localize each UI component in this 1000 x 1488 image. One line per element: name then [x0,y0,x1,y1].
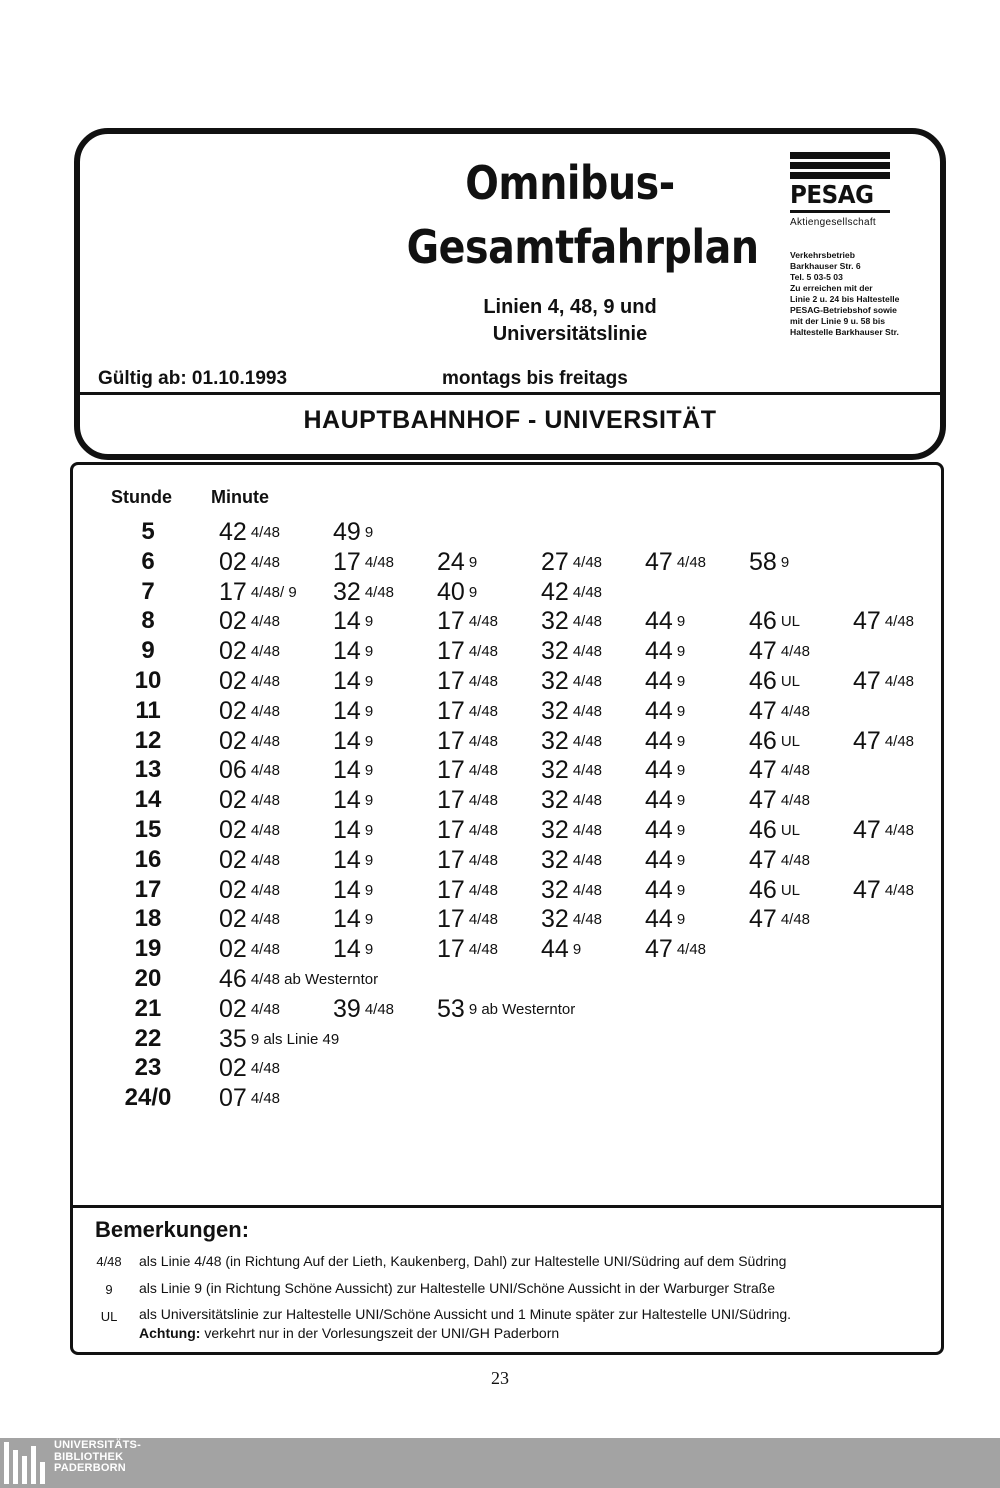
departure-line: 4/48 [572,911,603,929]
departure-minute: 14 [333,935,361,964]
departure-line: 4/48 [364,583,395,601]
departure-line: 4/48 [676,553,707,571]
departure-line: 4/48 [250,553,281,571]
note-key: UL [100,1309,118,1324]
departure-minute: 02 [219,637,247,666]
hour-cell: 9 [141,637,155,665]
title-line2: Gesamtfahrplan [406,220,759,274]
departure-minute: 02 [219,1054,247,1083]
departure-minute: 27 [541,547,569,576]
library-name-line: UNIVERSITÄTS- [54,1439,141,1451]
departure-line: 4/48 [572,792,603,810]
departure-minute: 47 [645,547,673,576]
departure-minute: 44 [645,756,673,785]
departure-line: UL [780,673,800,690]
departure-minute: 49 [333,518,361,546]
departure-minute: 17 [437,875,465,904]
departure-line: 9 [676,732,686,750]
hour-cell: 17 [134,875,162,903]
departure-line: 9 [676,613,686,631]
library-logo-icon [4,1442,48,1484]
library-name [54,1440,141,1475]
departure-minute: 44 [645,786,673,815]
table-row [73,547,943,577]
departure-line: 4/48 [780,762,811,780]
departure-line: 4/48 [250,792,281,810]
table-row [73,845,943,875]
departure-line: 4/48 [468,673,499,690]
departure-line: 4/48 [572,613,603,631]
departure-minute: 32 [541,637,569,666]
departure-line: 4/48 [780,911,811,929]
departure-line: 4/48 [468,822,499,839]
company-info-line: Haltestelle Barkhauser Str. [790,327,899,337]
departure-line: 9 ab Westerntor [468,1000,576,1018]
departure-minute: 02 [219,786,247,815]
departure-minute: 46 [749,816,777,844]
operating-days: montags bis freitags [442,368,628,389]
departure-minute: 14 [333,905,361,934]
departure-line: 9 [364,822,374,839]
departure-minute: 58 [749,547,777,576]
departure-line: 4/48 [780,851,811,869]
note-key: 4/48 [96,1254,122,1269]
hour-cell: 8 [141,607,155,635]
departure-line: 4/48 [468,613,499,631]
table-row [73,577,943,607]
departure-line: 4/48 [250,1060,281,1078]
hour-cell: 16 [134,845,162,873]
departure-minute: 44 [645,726,673,755]
note-text: als Linie 4/48 (in Richtung Auf der Lieth, Kaukenberg, Dahl) zur Haltestelle UNI/Südring auf dem Südring [139,1253,787,1269]
departure-minute: 14 [333,667,361,695]
departure-line: 4/48 [884,822,915,839]
departure-minute: 14 [333,786,361,815]
departure-minute: 46 [749,667,777,695]
departure-minute: 47 [749,756,777,785]
departure-minute: 47 [645,935,673,964]
departure-line: 4/48 [250,1090,281,1108]
departure-line: 4/48 [250,1000,281,1018]
departure-minute: 46 [749,726,777,755]
table-row [73,1053,943,1083]
departure-line: 9 [676,762,686,780]
departure-line: 4/48 [572,822,603,839]
departure-minute: 17 [437,816,465,844]
departure-minute: 32 [333,577,361,606]
departure-line: 9 [364,732,374,750]
hour-cell: 6 [141,547,155,575]
departure-minute: 17 [437,607,465,636]
departure-minute: 32 [541,816,569,844]
note-text: als Universitätslinie zur Haltestelle UNI/Schöne Aussicht und 1 Minute später zur Haltestelle UNI/Südring. [139,1306,792,1322]
departure-line: 9 [676,792,686,810]
departure-minute: 17 [437,667,465,695]
departure-minute: 47 [749,905,777,934]
departure-line: 9 [364,762,374,780]
departure-minute: 32 [541,845,569,874]
departure-line: 4/48 [572,583,603,601]
hour-cell: 24/0 [124,1084,172,1112]
note-key: 9 [105,1282,113,1297]
departure-minute: 14 [333,607,361,636]
departure-minute: 02 [219,994,247,1023]
departure-line: 4/48 [884,732,915,750]
departure-line: 4/48 [468,732,499,750]
table-row [73,755,943,785]
departure-line: 9 als Linie 49 [250,1030,340,1048]
table-row [73,904,943,934]
table-row [73,726,943,756]
departure-line: 9 [364,702,374,720]
departure-line: 4/48 [780,702,811,720]
departure-line: 4/48 [250,851,281,869]
hour-cell: 12 [134,726,162,754]
departure-minute: 44 [645,696,673,725]
departure-line: 4/48 [468,643,499,661]
departure-line: 4/48 [250,613,281,631]
departure-minute: 17 [437,935,465,964]
departure-line: 9 [364,673,374,690]
departure-line: 9 [364,643,374,661]
departure-minute: 06 [219,756,247,785]
departure-minute: 14 [333,816,361,844]
route-title: HAUPTBAHNHOF - UNIVERSITÄT [303,406,717,434]
departure-line: 4/48 [468,762,499,780]
departure-minute: 42 [219,518,247,546]
table-row [73,696,943,726]
departure-line: 9 [364,911,374,929]
departure-line: 4/48 [250,762,281,780]
departure-minute: 46 [749,607,777,636]
departure-minute: 02 [219,816,247,844]
departure-minute: 47 [853,726,881,755]
departure-line: 4/48 [468,792,499,810]
table-row [73,606,943,636]
notes-title: Bemerkungen: [95,1217,250,1242]
departure-minute: 17 [437,696,465,725]
departure-line: 4/48 [468,702,499,720]
departure-line: 4/48 [250,911,281,929]
departure-line: 4/48 [250,673,281,690]
table-row [73,785,943,815]
departure-minute: 40 [437,577,465,606]
departure-entry [219,1083,280,1117]
departure-minute: 44 [645,607,673,636]
column-header-minute: Minute [211,487,269,507]
company-info-line: Linie 2 u. 24 bis Haltestelle [790,294,900,304]
departure-line: 4/48 [572,851,603,869]
departure-line: 4/48 [676,941,707,959]
departure-minute: 17 [437,756,465,785]
departure-line: UL [780,732,800,750]
departure-line: 4/48 [250,881,281,899]
departure-minute: 44 [645,905,673,934]
departure-minute: 17 [437,637,465,666]
departure-minute: 39 [333,994,361,1023]
library-name-line: PADERBORN [54,1462,126,1474]
departure-minute: 17 [437,905,465,934]
departure-minute: 17 [437,845,465,874]
page-number: 23 [491,1368,509,1388]
hour-cell: 13 [134,756,162,784]
departure-line: 9 [676,643,686,661]
departure-line: UL [780,822,800,839]
departure-minute: 47 [853,607,881,636]
valid-from: Gültig ab: 01.10.1993 [98,368,288,389]
hour-cell: 10 [134,667,162,694]
departure-minute: 35 [219,1024,247,1053]
departure-minute: 32 [541,726,569,755]
departure-line: 4/48 [572,762,603,780]
departure-minute: 44 [645,816,673,844]
departure-line: 4/48/ 9 [250,583,297,601]
departure-minute: 02 [219,845,247,874]
departure-line: 4/48 [468,911,499,929]
departure-minute: 42 [541,577,569,606]
departure-minute: 32 [541,756,569,785]
company-info-line: PESAG-Betriebshof sowie [790,305,897,315]
departure-minute: 02 [219,875,247,904]
table-row [73,1083,943,1113]
table-row [73,666,943,696]
table-row [73,1024,943,1054]
departure-minute: 47 [749,786,777,815]
hour-cell: 19 [134,935,162,963]
departure-line: 4/48 [572,881,603,899]
hour-cell: 20 [134,965,162,992]
departure-line: 9 [468,553,478,571]
departure-line: 9 [364,524,374,541]
departure-line: 4/48 [884,881,915,899]
departure-minute: 02 [219,726,247,755]
hour-cell: 14 [134,786,162,814]
departure-line: 9 [676,881,686,899]
departure-line: 4/48 [468,941,499,959]
hour-cell: 21 [134,994,162,1022]
departure-minute: 44 [541,935,569,964]
departure-minute: 14 [333,845,361,874]
hour-cell: 18 [134,905,162,933]
departure-minute: 47 [749,696,777,725]
departure-line: 9 [676,673,686,690]
departure-line: 9 [364,881,374,899]
departure-line: 4/48 [250,702,281,720]
departure-minute: 17 [219,577,247,606]
departure-minute: 17 [333,547,361,576]
pesag-logo [790,152,890,228]
departure-minute: 32 [541,786,569,815]
departure-line: 4/48 [468,881,499,899]
table-row [73,875,943,905]
hour-cell: 23 [134,1054,162,1082]
departure-line: 4/48 [250,732,281,750]
hour-cell: 5 [141,518,155,545]
subtitle-line1: Linien 4, 48, 9 und [483,296,657,318]
departure-minute: 44 [645,667,673,695]
table-row [73,934,943,964]
departure-line: 4/48 [572,673,603,690]
company-info-line: Zu erreichen mit der [790,283,873,293]
departure-line: UL [780,613,800,631]
departure-minute: 32 [541,905,569,934]
departure-line: 4/48 [250,643,281,661]
company-info-line: Verkehrsbetrieb [790,250,855,260]
notes-divider [73,1205,941,1208]
departure-line: 4/48 [468,851,499,869]
hour-cell: 22 [134,1024,162,1052]
departure-line: 4/48 [572,643,603,661]
departure-line: 4/48 [780,643,811,661]
departure-minute: 02 [219,607,247,636]
departure-minute: 46 [219,965,247,993]
hour-cell: 7 [141,577,155,605]
departure-line: 4/48 [884,673,915,690]
departure-minute: 17 [437,726,465,755]
table-row [73,815,943,845]
departure-minute: 44 [645,875,673,904]
departure-minute: 02 [219,905,247,934]
column-header-hour: Stunde [111,487,172,507]
hour-cell: 11 [135,696,161,724]
departure-line: 9 [780,553,790,571]
departure-line: 4/48 ab Westerntor [250,971,379,988]
company-type: Aktiengesellschaft [790,217,877,228]
departure-minute: 17 [437,786,465,815]
departure-minute: 47 [853,875,881,904]
departure-minute: 44 [645,637,673,666]
departure-minute: 32 [541,875,569,904]
departure-line: 9 [468,583,478,601]
company-info-line: Tel. 5 03-5 03 [790,272,843,282]
departure-minute: 02 [219,935,247,964]
header-box [74,128,946,460]
departure-line: 9 [364,851,374,869]
company-info-line: Barkhauser Str. 6 [790,261,861,271]
departure-line: 9 [676,851,686,869]
departure-minute: 02 [219,667,247,695]
departure-line: 9 [676,822,686,839]
departure-line: 9 [676,702,686,720]
departure-minute: 14 [333,875,361,904]
departure-minute: 47 [853,816,881,844]
departure-minute: 14 [333,726,361,755]
departure-line: 4/48 [364,553,395,571]
departure-minute: 07 [219,1084,247,1113]
library-name-line: BIBLIOTHEK [54,1450,124,1463]
departure-line: 4/48 [780,792,811,810]
hour-cell: 15 [134,816,162,843]
note-attention [139,1323,559,1343]
departure-line: 4/48 [250,822,281,839]
departure-minute: 46 [749,875,777,904]
departure-minute: 53 [437,994,465,1023]
departure-minute: 02 [219,547,247,576]
header-divider [80,392,940,395]
departure-line: 9 [364,941,374,959]
departure-line: 9 [572,941,582,959]
attention-text: verkehrt nur in der Vorlesungszeit der UNI/GH Paderborn [200,1325,560,1341]
departure-minute: 47 [853,667,881,695]
departure-minute: 32 [541,667,569,695]
departure-line: 9 [676,911,686,929]
company-info-line: mit der Linie 9 u. 58 bis [790,316,886,326]
departure-minute: 47 [749,637,777,666]
timetable-box [70,462,944,1355]
departure-line: 4/48 [884,613,915,631]
departure-line: 4/48 [572,553,603,571]
departure-minute: 14 [333,696,361,725]
table-row [73,636,943,666]
departure-line: 4/48 [572,702,603,720]
departure-minute: 14 [333,637,361,666]
departure-line: 4/48 [572,732,603,750]
departure-minute: 47 [749,845,777,874]
title-line1: Omnibus- [465,156,675,210]
departure-minute: 02 [219,696,247,725]
departure-minute: 44 [645,845,673,874]
departure-line: 4/48 [250,524,281,541]
table-row [73,517,943,547]
table-row [73,994,943,1024]
departure-minute: 32 [541,607,569,636]
table-row [73,964,943,994]
departure-line: UL [780,881,800,899]
logo-word: PESAG [790,180,874,209]
departure-line: 4/48 [250,941,281,959]
departure-line: 4/48 [364,1000,395,1018]
departure-minute: 24 [437,547,465,576]
departure-line: 9 [364,792,374,810]
note-text: als Linie 9 (in Richtung Schöne Aussicht) zur Haltestelle UNI/Schöne Aussicht in der Warburger Straße [139,1280,776,1296]
departure-minute: 14 [333,756,361,785]
subtitle-line2: Universitätslinie [492,323,648,345]
company-info [790,250,936,338]
attention-label: Achtung: [139,1325,201,1341]
departure-minute: 32 [541,696,569,725]
footer-banner [0,1438,1000,1488]
departure-line: 9 [364,613,374,631]
